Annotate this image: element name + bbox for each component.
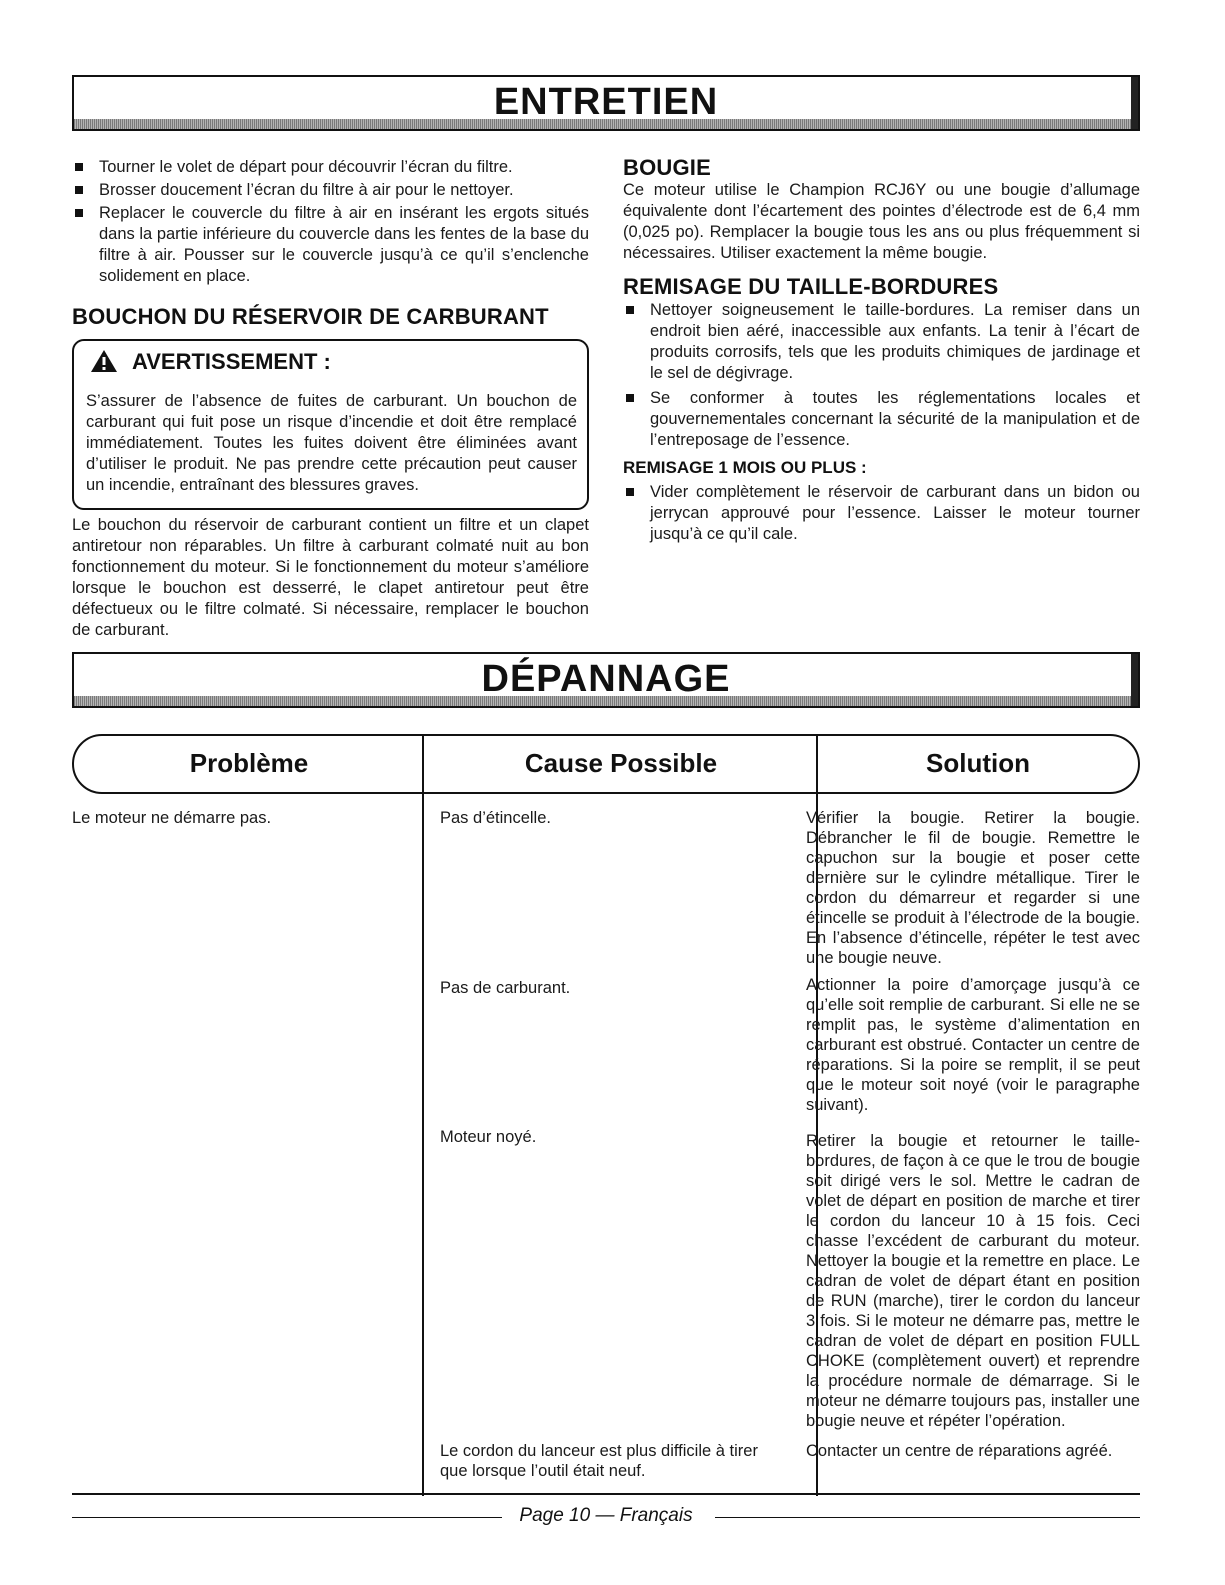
- fuel-cap-heading-wrap: [72, 306, 602, 327]
- warning-box: [72, 339, 589, 510]
- cause-cell: Moteur noyé.: [440, 1128, 537, 1146]
- page-number: Page 10 — Français: [519, 1505, 693, 1526]
- fuel-cap-text: Le bouchon du réservoir de carburant contient un filtre et un clapet antiretour non réparables. Un filtre à carburant colmaté nuit au bon fonctionnement du moteur. Si le fonctionnement du moteur s’améliore lorsque le bouchon est desserré, le clapet antiretour peut être défectueux ou le filtre colmaté. Si nécessaire, remplacer le bouchon de carburant.: [72, 516, 589, 639]
- solution-cell: Actionner la poire d’amorçage jusqu’à ce qu’elle soit remplie de carburant. Si elle ne se remplit pas, le système d’alimentation en carburant est obstrué. Contacter un centre de réparations. Si la poire se remplit, il se peut que le moteur soit noyé (voir le paragraphe suivant).: [806, 976, 1140, 1114]
- list-item: Tourner le volet de départ pour découvrir l’écran du filtre.: [72, 157, 589, 178]
- table-header: [72, 734, 1140, 794]
- problem-cell: Le moteur ne démarre pas.: [72, 809, 272, 827]
- list-item: Nettoyer soigneusement le taille-bordures. La remiser dans un endroit bien aéré, inaccessible aux enfants. La tenir à l’écart de produits corrosifs, tels que les produits chimiques de jardinage et le sel de dégivrage.: [623, 300, 1140, 384]
- warning-text: S’assurer de l’absence de fuites de carburant. Un bouchon de carburant qui fuit pose un risque d’incendie et doit être remplacé immédiatement. Toutes les fuites doivent être éliminées avant d’utiliser le produit. Ne pas prendre cette précaution peut causer un incendie, entraînant des blessures graves.: [86, 392, 577, 494]
- solution-cell: Vérifier la bougie. Retirer la bougie. Débrancher le fil de bougie. Remettre le capuchon sur la bougie et poser cette dernière sur le cylindre métallique. Tirer le cordon du démarreur et regarder si une étincelle se produit à l’électrode de la bougie. En l’absence d’étincelle, répéter le test avec une bougie neuve.: [806, 809, 1140, 967]
- solution-cell: Contacter un centre de réparations agréé.: [806, 1442, 1113, 1460]
- spark-plug-text: Ce moteur utilise le Champion RCJ6Y ou une bougie d’allumage équivalente dont l’écartement des pointes d’électrode est de 6,4 mm (0,025 po). Remplacer la bougie tous les ans ou plus fréquemment si nécessaires. Utiliser exactement la même bougie.: [623, 181, 1140, 262]
- right-column: [623, 157, 1140, 547]
- cause-cell: Pas de carburant.: [440, 979, 571, 997]
- square-bullet-icon: [75, 186, 83, 194]
- fuel-cap-text-wrap: [72, 515, 589, 641]
- depannage-banner: [72, 652, 1140, 708]
- square-bullet-icon: [626, 306, 634, 314]
- square-bullet-icon: [626, 488, 634, 496]
- square-bullet-icon: [75, 163, 83, 171]
- list-item: Replacer le couvercle du filtre à air en insérant les ergots situés dans la partie inférieure du couvercle dans les fentes de la base du filtre à air. Pousser sur le couvercle jusqu’à ce qu’il s’enclenche solidement en place.: [72, 203, 589, 287]
- solution-cell: Retirer la bougie et retourner le taille-bordures, de façon à ce que le trou de bougie soit dirigé vers le sol. Mettre le cadran de volet de départ en position de marche et tirer le cordon du lanceur 10 à 15 fois. Ceci chasse l’excédent de carburant du moteur. Nettoyer la bougie et la remettre en place. Le cadran de volet de départ étant en position de RUN (marche), tirer le cordon du lanceur 3 fois. Si le moteur ne démarre pas, mettre le cadran de volet de départ en position FULL CHOKE (complètement ouvert) et reprendre la procédure normale de démarrage. Si le moteur ne démarre toujours pas, installer une bougie neuve et répéter l’opération.: [806, 1132, 1140, 1430]
- square-bullet-icon: [75, 209, 83, 217]
- entretien-banner: [72, 75, 1140, 131]
- fuel-cap-heading: BOUCHON DU RÉSERVOIR DE CARBURANT: [72, 304, 549, 329]
- list-item: Brosser doucement l’écran du filtre à air pour le nettoyer.: [72, 180, 589, 201]
- header-problem: Problème: [189, 748, 309, 778]
- table-bottom-rule: [72, 1493, 1140, 1495]
- page-footer: [72, 1503, 1140, 1531]
- left-column-bullets: [72, 157, 589, 289]
- warning-title: AVERTISSEMENT :: [90, 349, 331, 375]
- list-item: Vider complètement le réservoir de carburant dans un bidon ou jerrycan approuvé pour l’essence. Laisser le moteur tourner jusqu’à ce qu’il cale.: [623, 482, 1140, 545]
- cause-cell: Le cordon du lanceur est plus difficile à tirer que lorsque l’outil était neuf.: [440, 1442, 758, 1480]
- depannage-title: DÉPANNAGE: [481, 658, 731, 700]
- column-divider: [422, 734, 424, 1496]
- storage-heading: REMISAGE DU TAILLE-BORDURES: [623, 274, 999, 299]
- warning-triangle-icon: [90, 349, 118, 373]
- list-item: Se conformer à toutes les réglementations locales et gouvernementales concernant la sécurité de la manipulation et de l’entreposage de l’essence.: [623, 388, 1140, 451]
- storage-month-heading: REMISAGE 1 MOIS OU PLUS :: [623, 458, 867, 477]
- header-cause: Cause Possible: [524, 748, 718, 778]
- square-bullet-icon: [626, 394, 634, 402]
- cause-cell: Pas d’étincelle.: [440, 809, 551, 827]
- spark-plug-heading: BOUGIE: [623, 155, 711, 180]
- header-solution: Solution: [926, 748, 1030, 778]
- entretien-title: ENTRETIEN: [493, 81, 719, 123]
